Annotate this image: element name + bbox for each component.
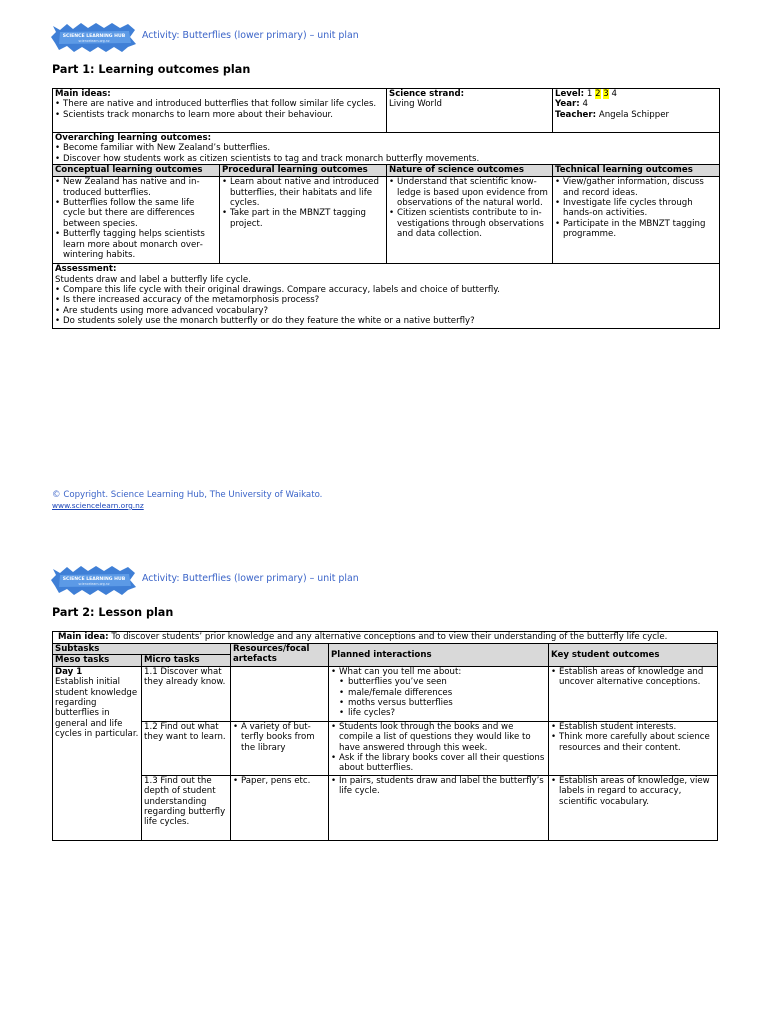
conceptual-item: • Butterflies follow the same life cycle but there are differences between species.: [55, 198, 217, 229]
assessment-item: • Are students using more advanced vocabulary?: [55, 306, 717, 316]
day-label: Day 1: [55, 666, 83, 677]
science-strand-cell: [387, 89, 553, 133]
outcome-item: • Establish student interests.: [551, 722, 715, 732]
copyright-text: © Copyright. Science Learning Hub, The University of Waikato.: [52, 490, 323, 500]
outcomes-cell: [549, 721, 718, 775]
activity-title: Activity: Butterflies (lower primary) – unit plan: [142, 573, 359, 584]
svg-text:SCIENCE LEARNING HUB: SCIENCE LEARNING HUB: [62, 577, 126, 582]
main-idea-item: • There are native and introduced butterflies that follow similar life cycles.: [55, 99, 384, 109]
main-idea-label: Main idea:: [58, 632, 109, 642]
interaction-item: • Ask if the library books cover all their questions about butterflies.: [331, 753, 546, 774]
interactions-cell: [329, 775, 549, 840]
conceptual-item: • Butterfly tagging helps scientists learn more about monarch overwintering habits.: [55, 229, 217, 260]
level-2-highlight: 2: [595, 89, 601, 99]
nature-item: • Citizen scientists contribute to investigations through observations and data collection.: [389, 208, 550, 239]
subtasks-header: Subtasks: [53, 644, 231, 655]
level-year-teacher-cell: [553, 89, 720, 133]
level-3-highlight: 3: [603, 89, 609, 99]
technical-cell: [553, 177, 720, 264]
assessment-label: Assessment:: [55, 264, 117, 275]
svg-text:sciencelearn.org.nz: sciencelearn.org.nz: [78, 39, 110, 43]
resources-header: Resources/focal artefacts: [231, 644, 329, 667]
assessment-item: • Compare this life cycle with their original drawings. Compare accuracy, labels and choice of butterfly.: [55, 285, 717, 295]
meso-header: Meso tasks: [53, 655, 142, 666]
outcome-item: • Establish areas of knowledge and uncover alternative conceptions.: [551, 667, 715, 688]
outcome-item: • Think more carefully about science resources and their content.: [551, 732, 715, 753]
meso-task-cell: [53, 666, 142, 840]
micro-task-cell: 1.2 Find out what they want to learn.: [142, 721, 231, 775]
lesson-plan-table: [52, 631, 718, 841]
assessment-item: • Do students solely use the monarch butterfly or do they feature the white or a native butterfly?: [55, 316, 717, 326]
overarching-item: • Discover how students work as citizen scientists to tag and track monarch butterfly movements.: [55, 154, 717, 164]
nature-cell: [387, 177, 553, 264]
procedural-item: • Take part in the MBNZT tagging project.: [222, 208, 384, 229]
interaction-subitem: • male/female differences: [331, 688, 546, 698]
overarching-item: • Become familiar with New Zealand’s butterflies.: [55, 143, 717, 153]
overarching-label: Overarching learning outcomes:: [55, 133, 212, 143]
assessment-cell: [53, 264, 720, 329]
outcomes-cell: [549, 775, 718, 840]
interaction-item: • Students look through the books and we compile a list of questions they would like to have answered through this week.: [331, 722, 546, 753]
technical-header: Technical learning outcomes: [553, 165, 720, 177]
interactions-header: Planned interactions: [329, 644, 549, 667]
technical-item: • Participate in the MBNZT tagging programme.: [555, 219, 717, 240]
interactions-cell: [329, 666, 549, 721]
nature-header: Nature of science outcomes: [387, 165, 553, 177]
assessment-item: • Is there increased accuracy of the metamorphosis process?: [55, 295, 717, 305]
main-idea-text: To discover students’ prior knowledge and any alternative conceptions and to view their understanding of the butterfly life cycle.: [111, 632, 668, 642]
year-line: Year: 4: [555, 99, 588, 110]
conceptual-item: • New Zealand has native and introduced butterflies.: [55, 177, 217, 198]
science-learning-hub-logo: [51, 22, 137, 52]
svg-text:sciencelearn.org.nz: sciencelearn.org.nz: [78, 582, 110, 586]
procedural-item: • Learn about native and introduced butterflies, their habitats and life cycles.: [222, 177, 384, 208]
main-idea-item: • Scientists track monarchs to learn more about their behaviour.: [55, 110, 384, 120]
resources-cell: [231, 721, 329, 775]
interactions-cell: [329, 721, 549, 775]
resource-item: • Paper, pens etc.: [233, 776, 326, 786]
overarching-outcomes-cell: [53, 133, 720, 165]
science-learning-hub-logo: [51, 565, 137, 595]
activity-title: Activity: Butterflies (lower primary) – unit plan: [142, 30, 359, 41]
interaction-item: • What can you tell me about:: [331, 667, 546, 677]
interaction-subitem: • butterflies you’ve seen: [331, 677, 546, 687]
procedural-cell: [220, 177, 387, 264]
svg-text:SCIENCE LEARNING HUB: SCIENCE LEARNING HUB: [62, 34, 126, 39]
technical-item: • Investigate life cycles through hands-on activities.: [555, 198, 717, 219]
assessment-intro: Students draw and label a butterfly life cycle.: [55, 274, 251, 285]
teacher-line: Teacher: Angela Schipper: [555, 109, 670, 120]
resources-cell: [231, 666, 329, 721]
level-line: Level: 1 2 3 4: [555, 89, 617, 99]
procedural-header: Procedural learning outcomes: [220, 165, 387, 177]
outcomes-header: Key student outcomes: [549, 644, 718, 667]
technical-item: • View/gather information, discuss and record ideas.: [555, 177, 717, 198]
outcomes-cell: [549, 666, 718, 721]
main-idea-cell: [53, 632, 718, 644]
meso-task-text: Establish initial student knowledge regarding butterflies in general and life cycles in particular.: [55, 677, 139, 740]
website-link[interactable]: www.sciencelearn.org.nz: [52, 501, 144, 510]
science-strand-label: Science strand:: [389, 89, 465, 99]
conceptual-cell: [53, 177, 220, 264]
learning-outcomes-table: [52, 88, 720, 329]
main-ideas-cell: [53, 89, 387, 133]
outcome-item: • Establish areas of knowledge, view labels in regard to accuracy, scientific vocabulary.: [551, 776, 715, 807]
resources-cell: [231, 775, 329, 840]
interaction-subitem: • life cycles?: [331, 708, 546, 718]
resource-item: • A variety of butterfly books from the library: [233, 722, 326, 753]
part1-title: Part 1: Learning outcomes plan: [52, 63, 251, 76]
micro-task-cell: 1.3 Find out the depth of student understanding regarding butterfly life cycles.: [142, 775, 231, 840]
conceptual-header: Conceptual learning outcomes: [53, 165, 220, 177]
part2-title: Part 2: Lesson plan: [52, 606, 174, 619]
micro-header: Micro tasks: [142, 655, 231, 666]
interaction-item: • In pairs, students draw and label the butterfly’s life cycle.: [331, 776, 546, 797]
micro-task-cell: 1.1 Discover what they already know.: [142, 666, 231, 721]
main-ideas-label: Main ideas:: [55, 89, 111, 99]
nature-item: • Understand that scientific knowledge is based upon evidence from observations of the natural world.: [389, 177, 550, 208]
science-strand-value: Living World: [389, 99, 442, 110]
interaction-subitem: • moths versus butterflies: [331, 698, 546, 708]
